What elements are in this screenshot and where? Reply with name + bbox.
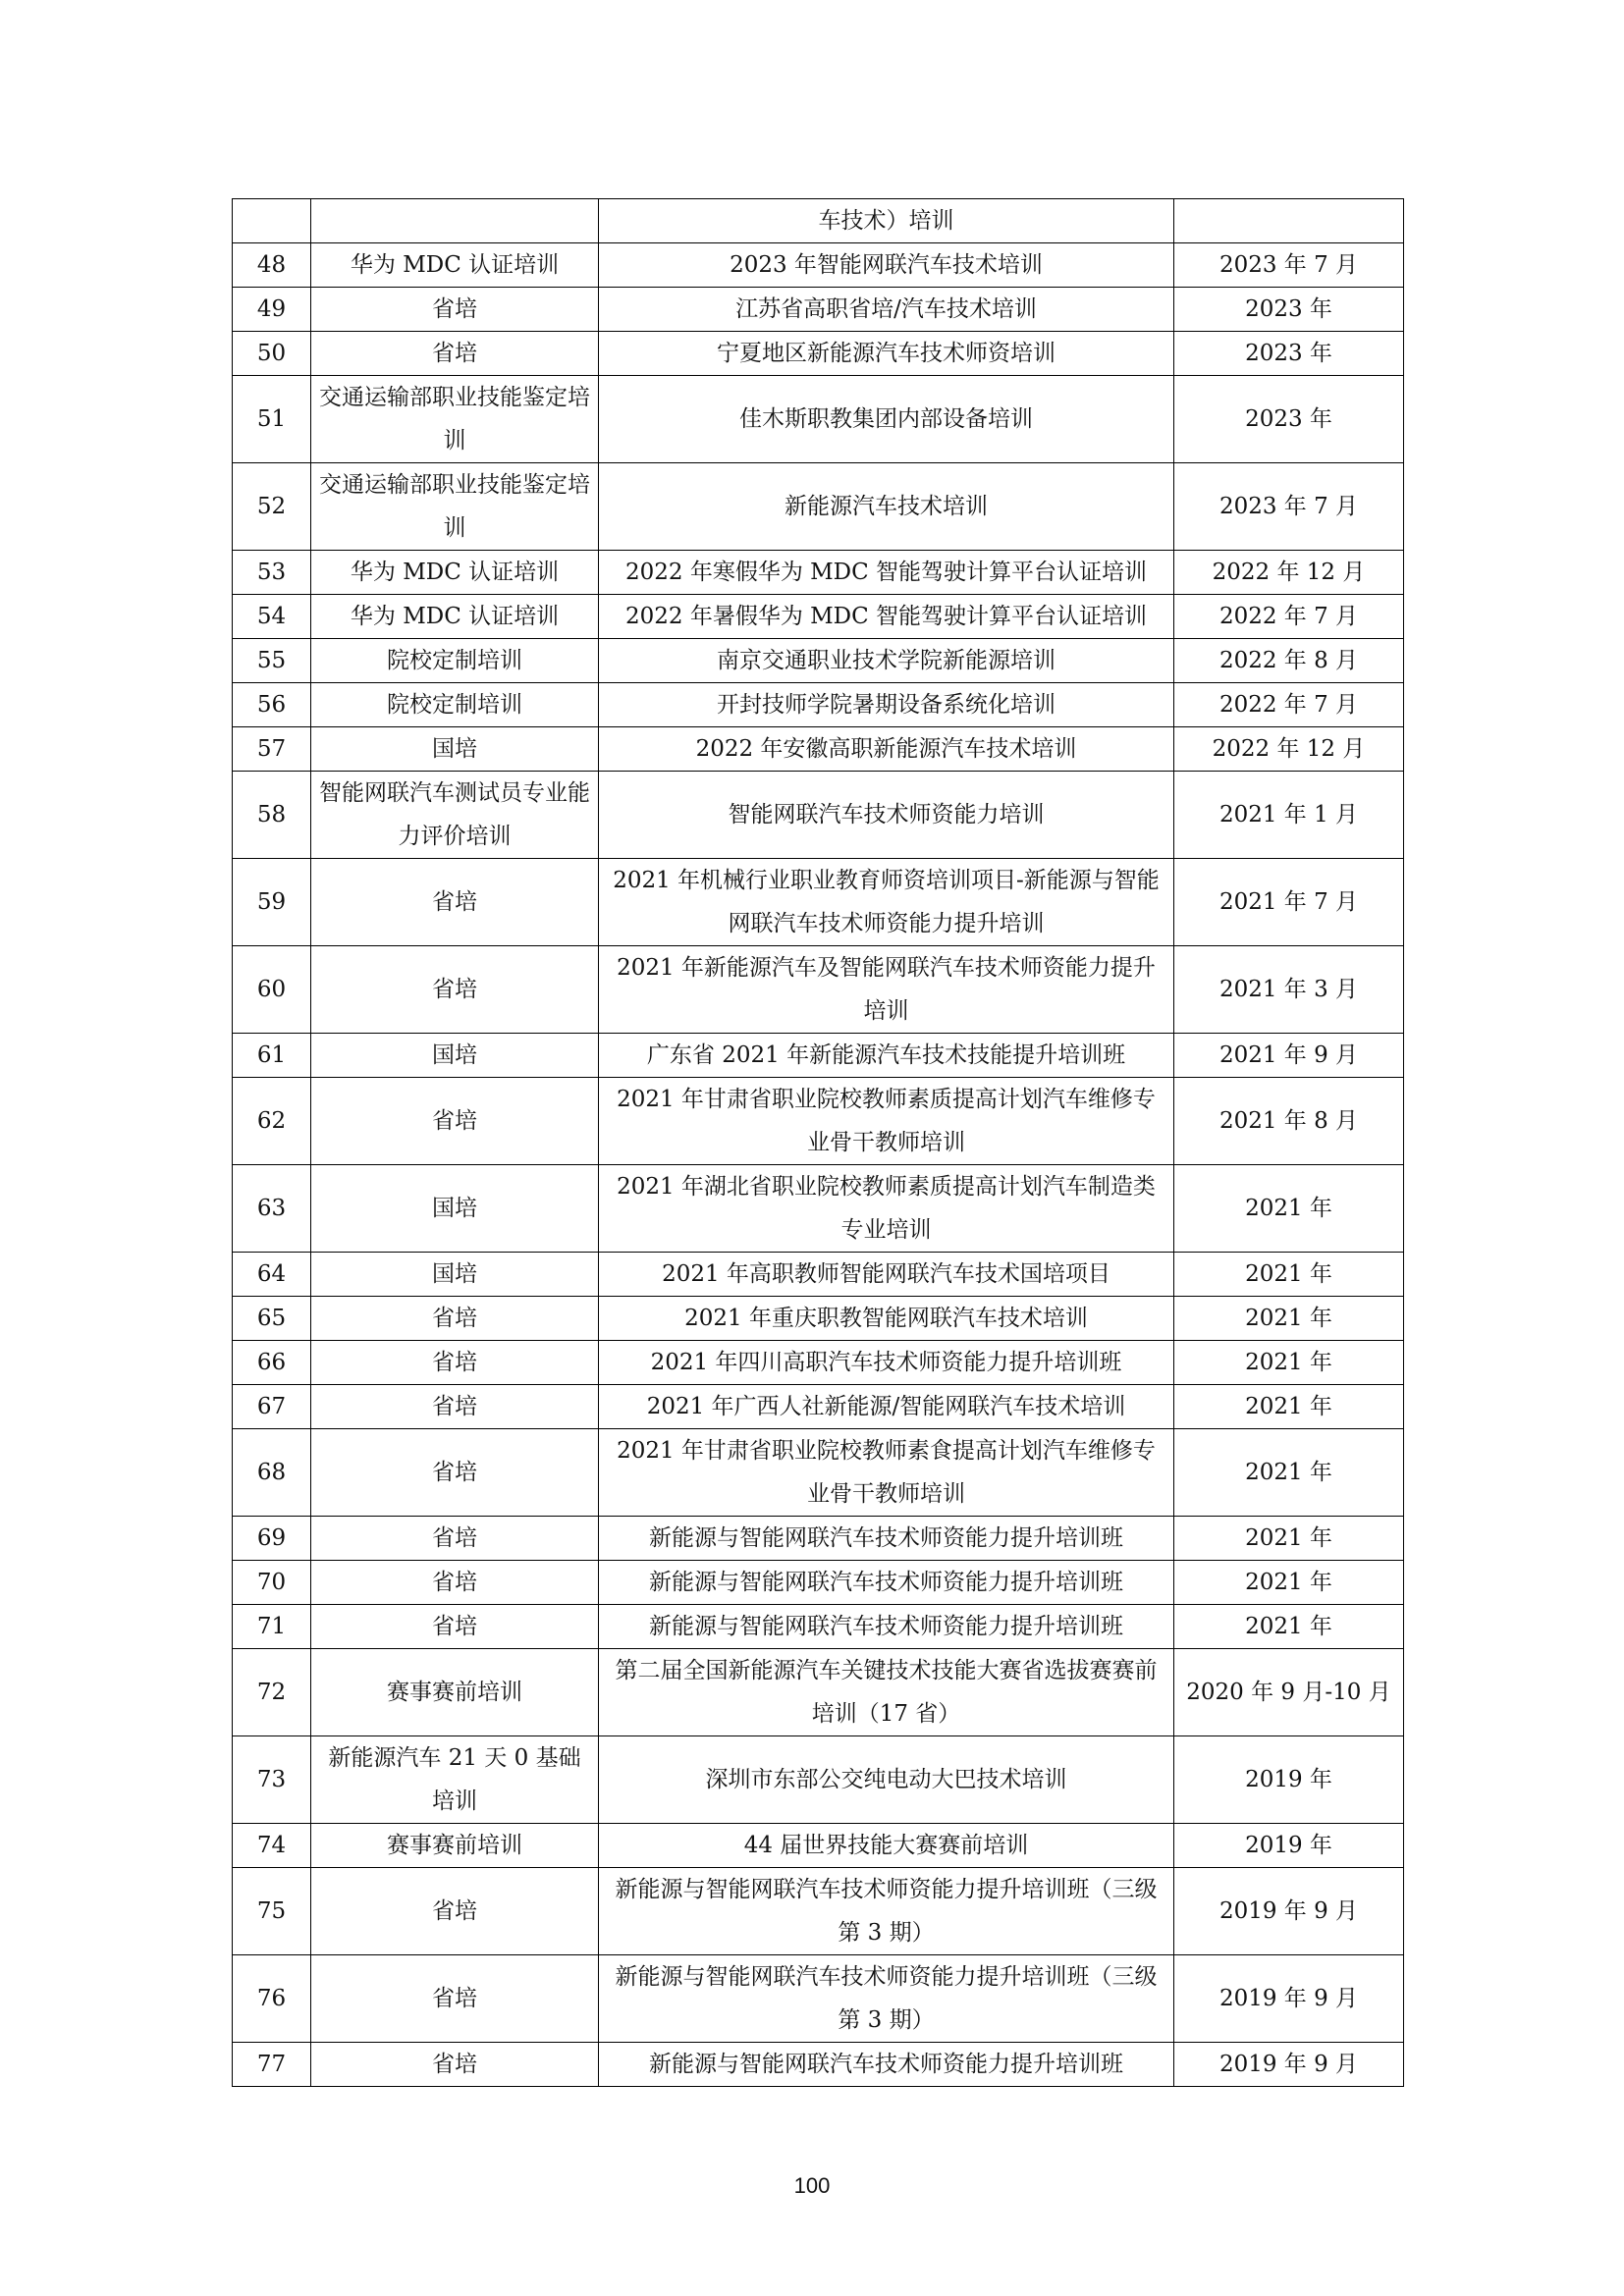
training-date-cell: 2019 年 bbox=[1174, 1736, 1404, 1824]
row-number-cell: 69 bbox=[233, 1517, 311, 1561]
training-name-cell: 2021 年新能源汽车及智能网联汽车技术师资能力提升培训 bbox=[599, 946, 1174, 1034]
training-name-cell: 新能源与智能网联汽车技术师资能力提升培训班 bbox=[599, 1517, 1174, 1561]
training-date-cell: 2021 年 9 月 bbox=[1174, 1034, 1404, 1078]
training-date-cell: 2021 年 7 月 bbox=[1174, 859, 1404, 946]
training-date-cell: 2021 年 bbox=[1174, 1385, 1404, 1429]
training-type-cell: 国培 bbox=[311, 1253, 599, 1297]
training-table-body bbox=[233, 199, 1404, 2087]
training-date-cell: 2021 年 bbox=[1174, 1253, 1404, 1297]
page-number: 100 bbox=[793, 2173, 831, 2198]
training-type-cell: 国培 bbox=[311, 1034, 599, 1078]
training-date-cell: 2021 年 bbox=[1174, 1165, 1404, 1253]
training-name-cell: 新能源与智能网联汽车技术师资能力提升培训班 bbox=[599, 1605, 1174, 1649]
training-date-cell: 2022 年 7 月 bbox=[1174, 683, 1404, 727]
row-number-cell: 50 bbox=[233, 332, 311, 376]
training-name-cell: 新能源与智能网联汽车技术师资能力提升培训班 bbox=[599, 1561, 1174, 1605]
training-date-cell: 2022 年 12 月 bbox=[1174, 727, 1404, 772]
training-name-cell: 新能源与智能网联汽车技术师资能力提升培训班（三级第 3 期） bbox=[599, 1868, 1174, 1955]
row-number-cell: 66 bbox=[233, 1341, 311, 1385]
table-row bbox=[233, 1078, 1404, 1165]
row-number-cell: 77 bbox=[233, 2043, 311, 2087]
training-date-cell: 2023 年 bbox=[1174, 376, 1404, 463]
row-number-cell: 54 bbox=[233, 595, 311, 639]
table-row bbox=[233, 288, 1404, 332]
training-type-cell bbox=[311, 199, 599, 243]
row-number-cell: 72 bbox=[233, 1649, 311, 1736]
training-type-cell: 交通运输部职业技能鉴定培训 bbox=[311, 376, 599, 463]
training-name-cell: 新能源与智能网联汽车技术师资能力提升培训班（三级第 3 期） bbox=[599, 1955, 1174, 2043]
row-number-cell: 58 bbox=[233, 772, 311, 859]
training-date-cell: 2021 年 bbox=[1174, 1561, 1404, 1605]
training-date-cell: 2023 年 7 月 bbox=[1174, 243, 1404, 288]
training-name-cell: 新能源汽车技术培训 bbox=[599, 463, 1174, 551]
table-row bbox=[233, 1385, 1404, 1429]
row-number-cell: 52 bbox=[233, 463, 311, 551]
training-table bbox=[232, 198, 1404, 2087]
training-name-cell: 新能源与智能网联汽车技术师资能力提升培训班 bbox=[599, 2043, 1174, 2087]
table-row bbox=[233, 1561, 1404, 1605]
training-type-cell: 省培 bbox=[311, 1429, 599, 1517]
row-number-cell: 71 bbox=[233, 1605, 311, 1649]
table-row bbox=[233, 1955, 1404, 2043]
table-row bbox=[233, 1517, 1404, 1561]
training-date-cell: 2021 年 8 月 bbox=[1174, 1078, 1404, 1165]
table-row bbox=[233, 1034, 1404, 1078]
table-row bbox=[233, 1649, 1404, 1736]
row-number-cell: 67 bbox=[233, 1385, 311, 1429]
table-row bbox=[233, 332, 1404, 376]
training-date-cell: 2021 年 bbox=[1174, 1605, 1404, 1649]
table-row bbox=[233, 199, 1404, 243]
row-number-cell bbox=[233, 199, 311, 243]
training-type-cell: 省培 bbox=[311, 1078, 599, 1165]
training-name-cell: 2021 年重庆职教智能网联汽车技术培训 bbox=[599, 1297, 1174, 1341]
training-type-cell: 赛事赛前培训 bbox=[311, 1649, 599, 1736]
training-name-cell: 车技术）培训 bbox=[599, 199, 1174, 243]
row-number-cell: 60 bbox=[233, 946, 311, 1034]
table-row bbox=[233, 1253, 1404, 1297]
row-number-cell: 48 bbox=[233, 243, 311, 288]
row-number-cell: 63 bbox=[233, 1165, 311, 1253]
training-date-cell: 2023 年 7 月 bbox=[1174, 463, 1404, 551]
training-date-cell: 2019 年 bbox=[1174, 1824, 1404, 1868]
table-row bbox=[233, 683, 1404, 727]
training-name-cell: 2021 年甘肃省职业院校教师素质提高计划汽车维修专业骨干教师培训 bbox=[599, 1078, 1174, 1165]
table-row bbox=[233, 859, 1404, 946]
row-number-cell: 68 bbox=[233, 1429, 311, 1517]
training-date-cell: 2019 年 9 月 bbox=[1174, 1955, 1404, 2043]
training-date-cell: 2021 年 bbox=[1174, 1341, 1404, 1385]
row-number-cell: 56 bbox=[233, 683, 311, 727]
table-row bbox=[233, 243, 1404, 288]
row-number-cell: 53 bbox=[233, 551, 311, 595]
training-type-cell: 省培 bbox=[311, 859, 599, 946]
training-date-cell: 2020 年 9 月-10 月 bbox=[1174, 1649, 1404, 1736]
training-type-cell: 智能网联汽车测试员专业能力评价培训 bbox=[311, 772, 599, 859]
training-date-cell: 2019 年 9 月 bbox=[1174, 2043, 1404, 2087]
training-name-cell: 广东省 2021 年新能源汽车技术技能提升培训班 bbox=[599, 1034, 1174, 1078]
training-date-cell: 2021 年 bbox=[1174, 1297, 1404, 1341]
table-row bbox=[233, 639, 1404, 683]
training-type-cell: 华为 MDC 认证培训 bbox=[311, 595, 599, 639]
training-type-cell: 省培 bbox=[311, 1385, 599, 1429]
training-name-cell: 2021 年机械行业职业教育师资培训项目-新能源与智能网联汽车技术师资能力提升培训 bbox=[599, 859, 1174, 946]
training-name-cell: 2022 年寒假华为 MDC 智能驾驶计算平台认证培训 bbox=[599, 551, 1174, 595]
training-type-cell: 省培 bbox=[311, 1517, 599, 1561]
training-type-cell: 院校定制培训 bbox=[311, 639, 599, 683]
row-number-cell: 59 bbox=[233, 859, 311, 946]
training-name-cell: 44 届世界技能大赛赛前培训 bbox=[599, 1824, 1174, 1868]
table-row bbox=[233, 1736, 1404, 1824]
table-row bbox=[233, 946, 1404, 1034]
table-row bbox=[233, 1165, 1404, 1253]
table-row bbox=[233, 772, 1404, 859]
table-row bbox=[233, 1868, 1404, 1955]
row-number-cell: 49 bbox=[233, 288, 311, 332]
table-row bbox=[233, 376, 1404, 463]
training-name-cell: 2023 年智能网联汽车技术培训 bbox=[599, 243, 1174, 288]
row-number-cell: 73 bbox=[233, 1736, 311, 1824]
training-type-cell: 新能源汽车 21 天 0 基础培训 bbox=[311, 1736, 599, 1824]
training-type-cell: 省培 bbox=[311, 1868, 599, 1955]
training-name-cell: 宁夏地区新能源汽车技术师资培训 bbox=[599, 332, 1174, 376]
training-name-cell: 第二届全国新能源汽车关键技术技能大赛省选拔赛赛前培训（17 省） bbox=[599, 1649, 1174, 1736]
table-row bbox=[233, 1429, 1404, 1517]
training-name-cell: 2021 年广西人社新能源/智能网联汽车技术培训 bbox=[599, 1385, 1174, 1429]
training-type-cell: 华为 MDC 认证培训 bbox=[311, 243, 599, 288]
row-number-cell: 65 bbox=[233, 1297, 311, 1341]
training-type-cell: 华为 MDC 认证培训 bbox=[311, 551, 599, 595]
training-type-cell: 省培 bbox=[311, 1297, 599, 1341]
row-number-cell: 62 bbox=[233, 1078, 311, 1165]
row-number-cell: 57 bbox=[233, 727, 311, 772]
table-row bbox=[233, 2043, 1404, 2087]
training-type-cell: 院校定制培训 bbox=[311, 683, 599, 727]
table-row bbox=[233, 1297, 1404, 1341]
row-number-cell: 70 bbox=[233, 1561, 311, 1605]
training-name-cell: 南京交通职业技术学院新能源培训 bbox=[599, 639, 1174, 683]
training-date-cell: 2022 年 12 月 bbox=[1174, 551, 1404, 595]
training-date-cell bbox=[1174, 199, 1404, 243]
training-type-cell: 国培 bbox=[311, 727, 599, 772]
training-name-cell: 佳木斯职教集团内部设备培训 bbox=[599, 376, 1174, 463]
training-type-cell: 省培 bbox=[311, 1561, 599, 1605]
table-row bbox=[233, 551, 1404, 595]
training-type-cell: 省培 bbox=[311, 1955, 599, 2043]
training-name-cell: 2022 年暑假华为 MDC 智能驾驶计算平台认证培训 bbox=[599, 595, 1174, 639]
training-name-cell: 开封技师学院暑期设备系统化培训 bbox=[599, 683, 1174, 727]
training-name-cell: 2022 年安徽高职新能源汽车技术培训 bbox=[599, 727, 1174, 772]
training-type-cell: 省培 bbox=[311, 288, 599, 332]
table-row bbox=[233, 1341, 1404, 1385]
row-number-cell: 74 bbox=[233, 1824, 311, 1868]
row-number-cell: 75 bbox=[233, 1868, 311, 1955]
row-number-cell: 61 bbox=[233, 1034, 311, 1078]
row-number-cell: 55 bbox=[233, 639, 311, 683]
training-type-cell: 省培 bbox=[311, 1341, 599, 1385]
row-number-cell: 51 bbox=[233, 376, 311, 463]
training-name-cell: 智能网联汽车技术师资能力培训 bbox=[599, 772, 1174, 859]
training-date-cell: 2021 年 bbox=[1174, 1517, 1404, 1561]
training-type-cell: 省培 bbox=[311, 1605, 599, 1649]
training-date-cell: 2021 年 3 月 bbox=[1174, 946, 1404, 1034]
training-name-cell: 深圳市东部公交纯电动大巴技术培训 bbox=[599, 1736, 1174, 1824]
training-name-cell: 2021 年甘肃省职业院校教师素食提高计划汽车维修专业骨干教师培训 bbox=[599, 1429, 1174, 1517]
table-row bbox=[233, 1605, 1404, 1649]
training-name-cell: 2021 年湖北省职业院校教师素质提高计划汽车制造类专业培训 bbox=[599, 1165, 1174, 1253]
training-name-cell: 2021 年四川高职汽车技术师资能力提升培训班 bbox=[599, 1341, 1174, 1385]
training-date-cell: 2022 年 8 月 bbox=[1174, 639, 1404, 683]
training-type-cell: 国培 bbox=[311, 1165, 599, 1253]
training-type-cell: 交通运输部职业技能鉴定培训 bbox=[311, 463, 599, 551]
row-number-cell: 76 bbox=[233, 1955, 311, 2043]
training-type-cell: 省培 bbox=[311, 2043, 599, 2087]
training-date-cell: 2022 年 7 月 bbox=[1174, 595, 1404, 639]
training-name-cell: 江苏省高职省培/汽车技术培训 bbox=[599, 288, 1174, 332]
table-row bbox=[233, 595, 1404, 639]
training-date-cell: 2021 年 1 月 bbox=[1174, 772, 1404, 859]
training-date-cell: 2023 年 bbox=[1174, 332, 1404, 376]
training-name-cell: 2021 年高职教师智能网联汽车技术国培项目 bbox=[599, 1253, 1174, 1297]
training-type-cell: 省培 bbox=[311, 946, 599, 1034]
training-date-cell: 2019 年 9 月 bbox=[1174, 1868, 1404, 1955]
training-date-cell: 2021 年 bbox=[1174, 1429, 1404, 1517]
table-row bbox=[233, 1824, 1404, 1868]
table-row bbox=[233, 727, 1404, 772]
row-number-cell: 64 bbox=[233, 1253, 311, 1297]
training-date-cell: 2023 年 bbox=[1174, 288, 1404, 332]
training-type-cell: 省培 bbox=[311, 332, 599, 376]
table-row bbox=[233, 463, 1404, 551]
training-type-cell: 赛事赛前培训 bbox=[311, 1824, 599, 1868]
